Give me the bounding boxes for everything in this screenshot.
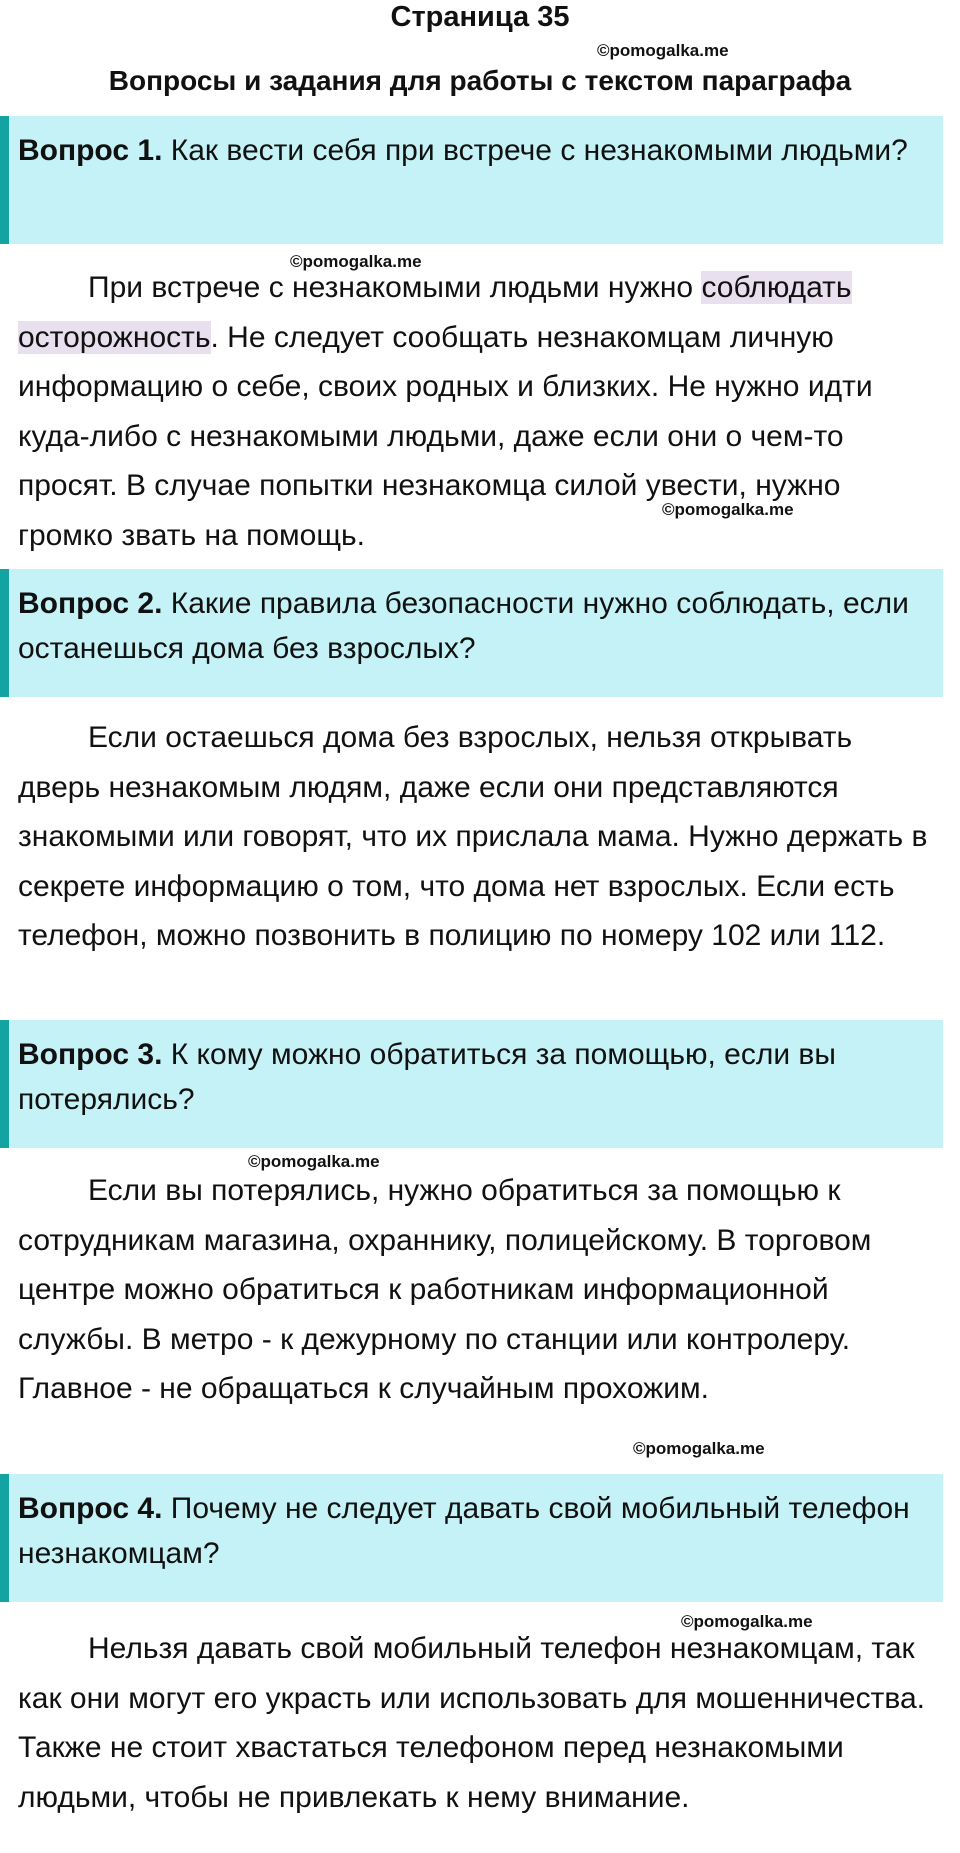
watermark: ©pomogalka.me <box>681 1612 813 1631</box>
question-4-box <box>0 1474 943 1602</box>
page-title: Страница 35 <box>390 1 570 33</box>
question-2-label: Вопрос 2. <box>18 587 163 620</box>
answer-1-text-end: . Не следует сообщать незнакомцам личную информацию о себе, своих родных и близких. Не нужно идти куда-либо с незнакомыми людьми, даже если они о чем-то просят. В случае попытки незнакомца силой увести, нужно громко звать на помощь. <box>18 320 873 552</box>
watermark: ©pomogalka.me <box>290 252 422 271</box>
answer-2: Если остаешься дома без взрослых, нельзя открывать дверь незнакомым людям, даже если они представляются знакомыми или говорят, что их прислала мама. Нужно держать в секрете информацию о том, что дома нет взрослых. Если есть телефон, можно позвонить в полицию по номеру 102 или 112. <box>18 721 928 952</box>
answer-1-text-start: При встрече с незнакомыми людьми нужно <box>88 271 702 304</box>
watermark: ©pomogalka.me <box>633 1439 765 1458</box>
answer-1-highlight: соблюдать осторожность <box>18 271 852 354</box>
answer-3: Если вы потерялись, нужно обратиться за помощью к сотрудникам магазина, охраннику, полицейскому. В торговом центре можно обратиться к работникам информационной службы. В метро - к дежурному по станции или контролеру. Главное - не обращаться к случайным прохожим. <box>18 1174 872 1405</box>
question-1-box <box>0 116 943 244</box>
question-3-label: Вопрос 3. <box>18 1038 163 1071</box>
question-4-text: Почему не следует давать свой мобильный телефон незнакомцам? <box>18 1492 910 1570</box>
question-4-label: Вопрос 4. <box>18 1492 163 1525</box>
question-3-box <box>0 1020 943 1148</box>
watermark: ©pomogalka.me <box>662 500 794 519</box>
answer-1 <box>18 263 938 560</box>
question-1-text: Как вести себя при встрече с незнакомыми людьми? <box>170 134 908 167</box>
section-subtitle: Вопросы и задания для работы с текстом параграфа <box>108 65 852 96</box>
watermark: ©pomogalka.me <box>248 1152 380 1171</box>
question-2-box <box>0 569 943 697</box>
question-1-label: Вопрос 1. <box>18 134 163 167</box>
question-3-text: К кому можно обратиться за помощью, если вы потерялись? <box>18 1038 836 1116</box>
answer-4: Нельзя давать свой мобильный телефон незнакомцам, так как они могут его украсть или использовать для мошенничества. Также не стоит хвастаться телефоном перед незнакомыми людьми, чтобы не привлекать к нему внимание. <box>18 1632 925 1814</box>
watermark: ©pomogalka.me <box>597 41 729 60</box>
question-2-text: Какие правила безопасности нужно соблюдать, если останешься дома без взрослых? <box>18 587 909 665</box>
